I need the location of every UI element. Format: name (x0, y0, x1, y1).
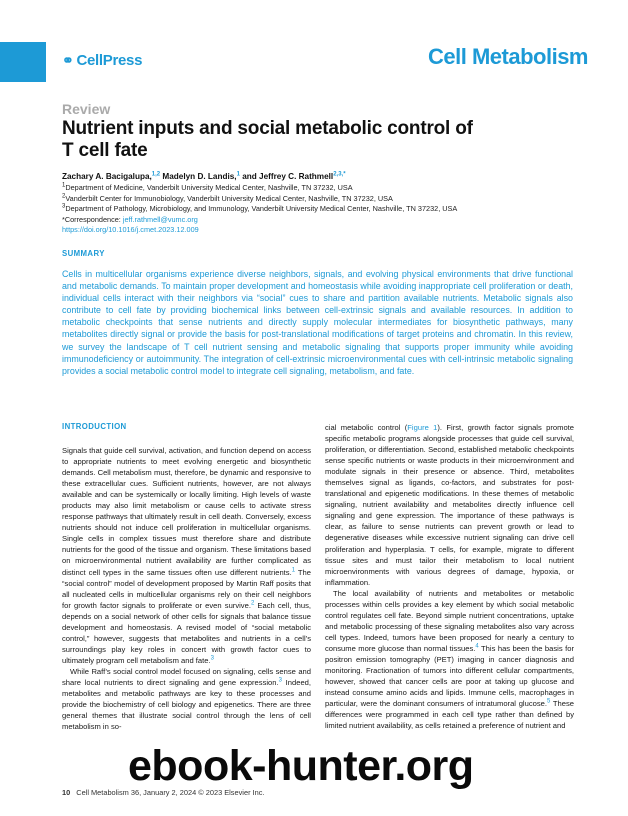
summary-heading: SUMMARY (62, 249, 105, 258)
paragraph: While Raff’s social control model focused on signaling, cells sense and share local nutrients to direct signaling and gene expression.$^3$ Indeed, metabolites and metabolic pathways are key to these processes and provide the biochemistry of cell biology and epigenetics. There are three general themes that illustrate social control through the lens of cell metabolism in so- (62, 666, 312, 732)
affiliation-number: 3 (62, 203, 66, 210)
author-affiliation-ref[interactable]: 1 (236, 171, 240, 178)
affiliation-line (62, 194, 582, 205)
summary-text: Cells in multicellular organisms experience diverse neighbors, signals, and evolving physical environments that drive functional and metabolic demands. To maintain proper development and homeostasis while avoiding inappropriate cell proliferation or death, individual cells interact with their neighbors via “social” cues to share and partition available nutrients. Metabolic signals also contribute to cell fate by providing biochemical links between cell-extrinsic signals and available resources. In addition to metabolic checkpoints that sense nutrients and directly supply molecular intermediates for biosynthetic pathways, many metabolites directly signal or provide the basis for post-translational modifications of target proteins and chromatin. In this review, we survey the landscape of T cell nutrient sensing and metabolic signaling that supports proper immunity while avoiding immunodeficiency or autoimmunity. The integration of cell-extrinsic microenvironmental cues with cell-intrinsic metabolic signaling provides a social metabolic control model to integrate cell signaling, metabolism, and fate. (62, 269, 573, 376)
author-name: and Jeffrey C. Rathmell (239, 172, 334, 181)
introduction-heading: INTRODUCTION (62, 422, 127, 431)
paragraph: cial metabolic control (Figure 1). First, growth factor signals promote specific metabolic programs alongside processes that guide cell survival, proliferation, or differentiation. Second, established metabolic checkpoints sense specific nutrients or waste products in their microenvironment and modulate signals in their presence or absence. Third, metabolites themselves signal as ligands, co-factors, and substrates for post-translational and epigenetic modifications. In these themes of metabolic signaling, nutrient availability and metabolites directly influence cell signaling and gene expression. The importance of these pathways is clear, as failure to sense nutrients can prevent growth or lead to degenerative diseases while excessive nutrient signaling can drive cell proliferation and hyperplasia. T cells, for example, migrate to different tissue sites and must tailor their metabolism to local nutrient microenvironments with various degrees of damage, hypoxia, or inflammation. (325, 423, 574, 587)
doi-link[interactable]: https://doi.org/10.1016/j.cmet.2023.12.009 (62, 225, 199, 235)
reference-link[interactable]: 4 (475, 643, 479, 650)
publisher-brand[interactable] (62, 52, 142, 69)
footer-citation: Cell Metabolism 36, January 2, 2024 © 2023 Elsevier Inc. (76, 788, 265, 797)
affiliation-number: 1 (62, 182, 66, 189)
body-column-left (62, 445, 311, 732)
reference-link[interactable]: 3 (278, 677, 282, 684)
correspondence-label: *Correspondence: (62, 214, 123, 224)
affiliation-text: Vanderbilt Center for Immunobiology, Vanderbilt University Medical Center, Nashville, TN 37232, USA (65, 193, 393, 203)
author-affiliation-ref[interactable]: 2,3,* (333, 171, 346, 178)
reference-link[interactable]: 1 (291, 566, 296, 573)
affiliation-line (62, 204, 582, 215)
reference-link[interactable]: 3 (210, 655, 214, 662)
body-column-right (325, 422, 574, 731)
affiliation-line (62, 183, 582, 194)
correspondence-email-link[interactable]: jeff.rathmell@vumc.org (122, 214, 198, 224)
paragraph: Signals that guide cell survival, activation, and function depend on access to appropriate nutrients to meet evolving energetic and biosynthetic demands. Cell metabolism must, therefore, be dynamic and responsive to these extracellular cues. Sufficient nutrients, however, are not always available and can be systemically or locally limiting. High levels of waste products may also limit metabolism or cause cells to activate stress response pathways that ultimately result in cell death. Conversely, excess nutrients should not induce cell proliferation in multicellular organisms. Single cells in complex tissues must therefore share and distribute nutrients for the good of the tissue and organism. These limitations based on microenvironmental nutrient availability are further complicated as distinct cell types in the same tissues often use different nutrients.$^1$ The “social control” model of development proposed by Martin Raff posits that all nucleated cells in multicellular organisms rely on their cell neighbors for growth factor signals to proliferate or even survive.$^2$ Each cell, thus, depends on a social network of other cells for signals that balance tissue development and homeostasis. A revised model of “social metabolic control,” however, suggests that metabolites and nutrients in a cell’s surroundings play key roles in concert with growth factor cues to ultimately program cell metabolism and fate.$^3$ (62, 446, 311, 665)
publisher-name: CellPress (76, 52, 143, 69)
affiliation-text: Department of Medicine, Vanderbilt University Medical Center, Nashville, TN 37232, USA (65, 183, 353, 192)
author-affiliation-ref[interactable]: 1,2 (151, 171, 161, 178)
article-title: Nutrient inputs and social metabolic control of T cell fate (62, 118, 473, 161)
affiliation-number: 2 (62, 193, 66, 200)
affiliations (62, 183, 582, 236)
author-name: Madelyn D. Landis, (160, 172, 237, 181)
author-name: Zachary A. Bacigalupa, (62, 172, 152, 181)
figure-link[interactable]: Figure 1 (407, 423, 438, 432)
header-color-tab (0, 42, 46, 82)
paragraph: The local availability of nutrients and metabolites or metabolic processes within cells provides a key element by which social metabolic control regulates cell fate. Beyond simple nutrient concentrations, uptake and metabolic processing of these signaling metabolites also vary across cell types. Indeed, tumors have been proposed for nearly a century to consume more glucose than normal tissues.$^4$ This has been the basis for positron emission tomography (PET) imaging in cancer diagnosis and monitoring. Fractionation of tumors into different cellular compartments, however, showed that cancer cells are poor at taking up glucose and instead consume amino acids and lipids. Immune cells, macrophages in particular, were the dominant consumers of intratumoral glucose.$^5$ These differences were programmed in each cell type rather than defined by limited nutrient availability, as cells retained a preference of nutrient and (325, 588, 575, 731)
reference-link[interactable]: 2 (250, 600, 255, 607)
author-list (62, 172, 346, 181)
article-section-label: Review (62, 101, 111, 117)
cellpress-logo-icon: ⚭ (62, 52, 74, 68)
page-number: 10 (62, 788, 71, 797)
affiliation-text: Department of Pathology, Microbiology, and Immunology, Vanderbilt University Medical Center, Nashville, TN 37232, USA (65, 204, 458, 214)
watermark-text: ebook-hunter.org (128, 742, 474, 790)
journal-name[interactable]: Cell Metabolism (428, 44, 588, 69)
correspondence (62, 215, 582, 226)
reference-link[interactable]: 5 (546, 698, 551, 705)
